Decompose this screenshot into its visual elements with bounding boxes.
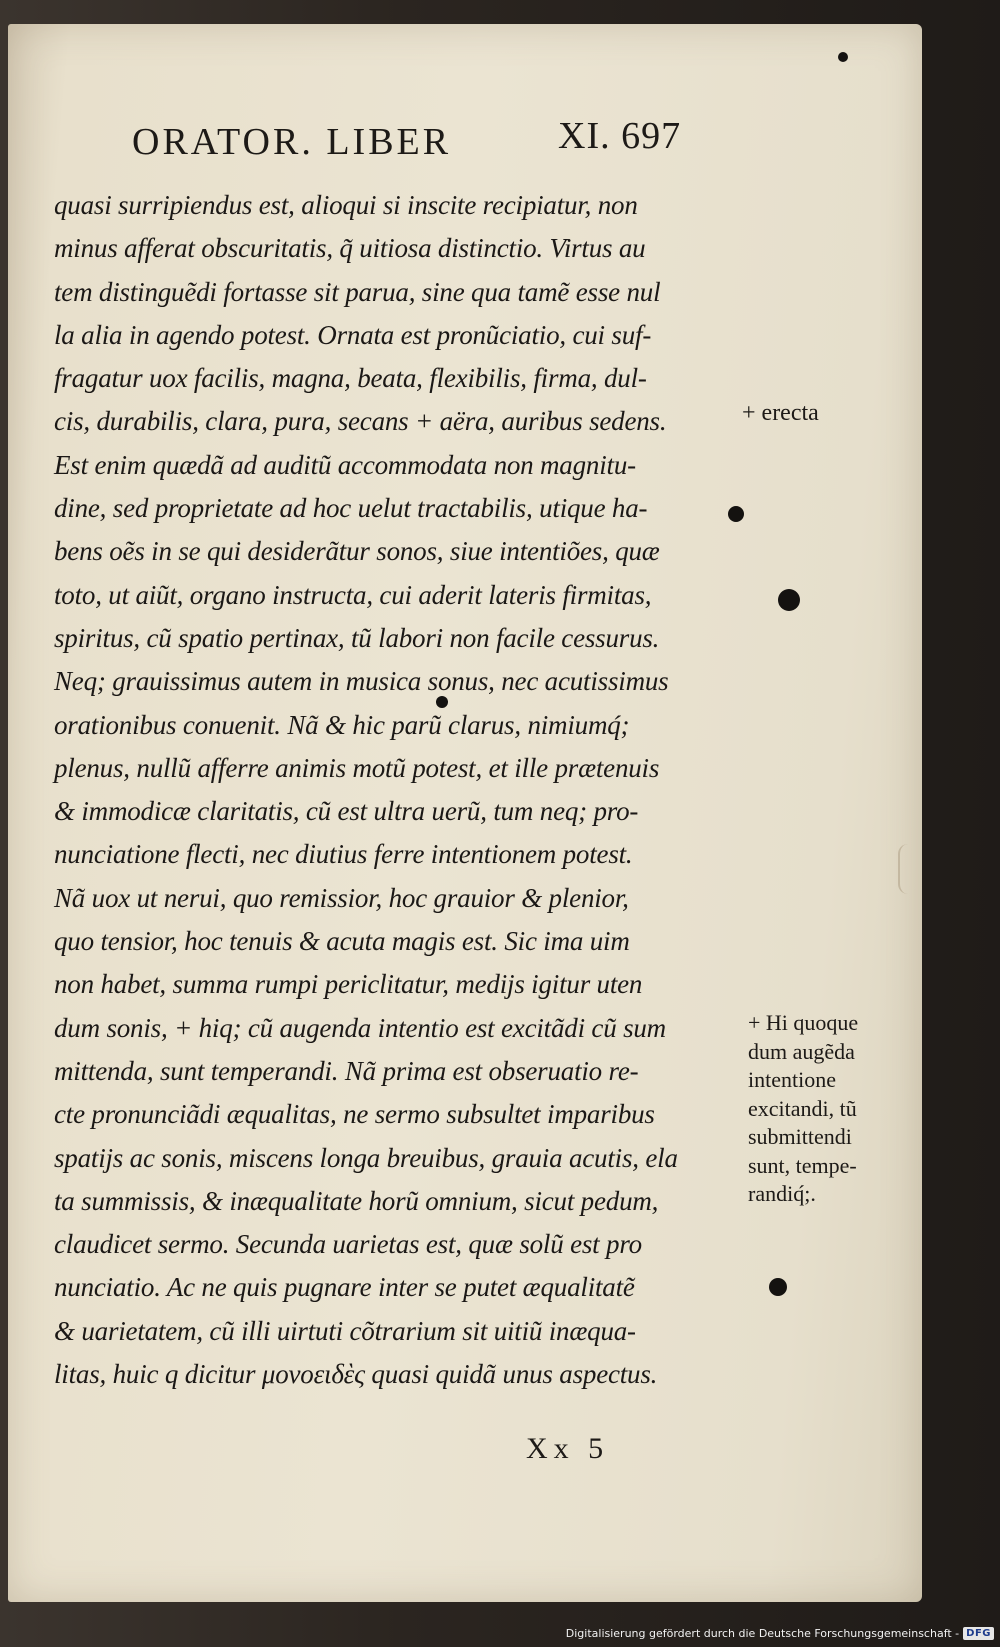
text-line: mittenda, sunt temperandi. Nã prima est obseruatio re- (54, 1055, 639, 1086)
text-line: nunciatione flecti, nec diutius ferre intentionem potest. (54, 839, 633, 870)
text-line: litas, huic q dicitur μονοειδὲς quasi quidã unus aspectus. (54, 1359, 658, 1390)
body-text (54, 184, 754, 1396)
text-line: spatijs ac sonis, miscens longa breuibus, grauia acutis, ela (54, 1142, 678, 1173)
margin-note-line: excitandi, tũ (748, 1095, 857, 1121)
text-line: orationibus conuenit. Nã & hic parũ clarus, nimiumq́; (54, 709, 630, 740)
running-title: ORATOR. LIBER (132, 121, 452, 163)
text-line: & uarietatem, cũ illi uirtuti cõtrarium sit uitiũ inæqua- (54, 1315, 636, 1346)
text-line: Est enim quædã ad auditũ accommodata non magnitu- (54, 449, 636, 480)
text-line: plenus, nullũ afferre animis motũ potest, et ille prætenuis (54, 752, 660, 783)
credit-text: Digitalisierung gefördert durch die Deutsche Forschungsgemeinschaft - (565, 1626, 960, 1640)
text-line: cis, durabilis, clara, pura, secans + aëra, auribus sedens. (54, 406, 667, 437)
dfg-logo: DFG (963, 1627, 994, 1640)
margin-note-line: dum augẽda (748, 1038, 855, 1064)
text-line: dine, sed proprietate ad hoc uelut tractabilis, utique ha- (54, 493, 648, 524)
text-line: tem distinguẽdi fortasse sit parua, sine qua tamẽ esse nul (54, 276, 661, 307)
margin-note-erecta: + erecta (742, 400, 819, 426)
margin-note-line: submittendi (748, 1124, 852, 1149)
ink-spot (838, 52, 848, 62)
text-line: Nã uox ut nerui, quo remissior, hoc grauior & plenior, (54, 882, 629, 913)
text-line: toto, ut aiũt, organo instructa, cui aderit lateris firmitas, (54, 579, 652, 610)
text-line: nunciatio. Ac ne quis pugnare inter se putet æqualitatẽ (54, 1272, 635, 1303)
text-line: la alia in agendo potest. Ornata est pronũciatio, cui suf- (54, 319, 652, 350)
text-line: fragatur uox facilis, magna, beata, flexibilis, firma, dul- (54, 363, 647, 394)
margin-note-line: sunt, tempe- (748, 1152, 857, 1178)
book-page (8, 24, 922, 1602)
page-number: XI. 697 (558, 115, 682, 157)
text-line: ta summissis, & inæqualitate horũ omnium, sicut pedum, (54, 1185, 659, 1216)
margin-note-line: + Hi quoque (748, 1010, 859, 1035)
paper-crease (898, 844, 914, 894)
text-line: & immodicæ claritatis, cũ est ultra uerũ, tum neq; pro- (54, 796, 639, 827)
text-line: non habet, summa rumpi periclitatur, medijs igitur uten (54, 969, 643, 1000)
text-line: quo tensior, hoc tenuis & acuta magis est. Sic ima uim (54, 926, 630, 957)
margin-note (748, 1009, 858, 1209)
text-line: cte pronunciãdi æqualitas, ne sermo subsultet imparibus (54, 1099, 655, 1130)
text-line: Neq; grauissimus autem in musica sonus, nec acutissimus (54, 666, 669, 697)
text-line: quasi surripiendus est, alioqui si inscite recipiatur, non (54, 190, 638, 220)
ink-spot (778, 589, 800, 611)
text-line: claudicet sermo. Secunda uarietas est, quæ solũ est pro (54, 1229, 642, 1260)
text-line: dum sonis, + hiq; cũ augenda intentio est excitãdi cũ sum (54, 1012, 666, 1043)
text-line: spiritus, cũ spatio pertinax, tũ labori non facile cessurus. (54, 622, 660, 653)
margin-note-line: intentione (748, 1067, 836, 1092)
digitization-credit (566, 1623, 994, 1643)
page-header (132, 112, 732, 172)
margin-note-line: randiq́;. (748, 1181, 816, 1206)
ink-spot (769, 1278, 787, 1296)
text-line: bens oẽs in se qui desiderãtur sonos, siue intentiões, quæ (54, 536, 660, 567)
text-line: minus afferat obscuritatis, q̃ uitiosa distinctio. Virtus au (54, 233, 646, 264)
signature-mark: Xx 5 (526, 1432, 610, 1465)
